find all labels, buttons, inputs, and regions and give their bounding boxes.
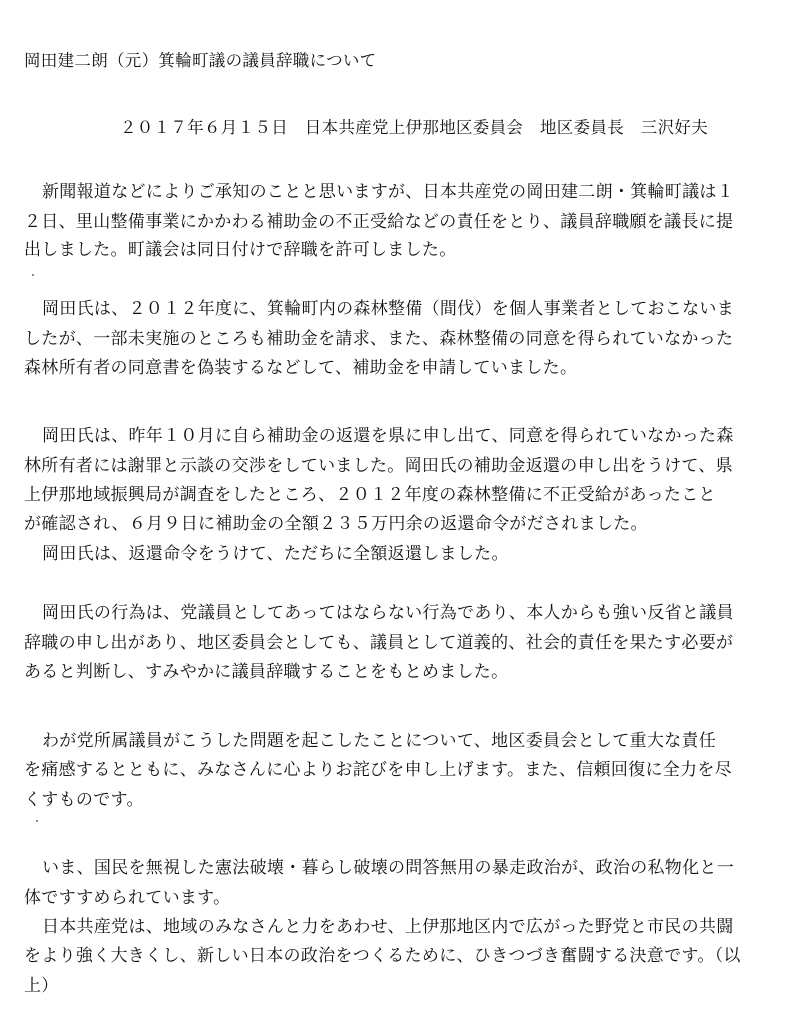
text-line: 林所有者には謝罪と示談の交渉をしていました。岡田氏の補助金返還の申し出をうけて、県 (24, 456, 733, 476)
text-line: を痛感するとともに、みなさんに心よりお詫びを申し上げます。また、信頼回復に全力を尽 (24, 760, 732, 780)
text-line: 森林所有者の同意書を偽装するなどして、補助金を申請していました。 (24, 358, 578, 378)
text-line: 岡田氏は、２０１２年度に、箕輪町内の森林整備（間伐）を個人事業者としておこないま (42, 299, 734, 319)
text-line: をより強く大きくし、新しい日本の政治をつくるために、ひきつづき奮闘する決意です。（以 (24, 946, 741, 966)
text-line: あると判断し、すみやかに議員辞職することをもとめました。 (24, 662, 509, 682)
dateline: ２０１７年６月１５日 日本共産党上伊那地区委員会 地区委員長 三沢好夫 (120, 118, 708, 137)
text-line: 辞職の申し出があり、地区委員会としても、議員として道義的、社会的責任を果たす必要が (24, 633, 734, 653)
text-line: ２日、里山整備事業にかかわる補助金の不正受給などの責任をとり、議員辞職願を議長に提 (24, 212, 734, 232)
text-line: 岡田氏は、返還命令をうけて、ただちに全額返還しました。 (42, 544, 509, 564)
text-line: 岡田氏は、昨年１０月に自ら補助金の返還を県に申し出て、同意を得られていなかった森 (42, 426, 734, 446)
text-line: 日本共産党は、地域のみなさんと力をあわせ、上伊那地区内で広がった野党と市民の共闘 (42, 917, 734, 937)
text-line: 体ですすめられています。 (24, 888, 231, 908)
text-line: 上伊那地域振興局が調査をしたところ、２０１２年度の森林整備に不正受給があったこと (24, 485, 716, 505)
text-line: が確認され、６月９日に補助金の全額２３５万円余の返還命令がだされました。 (24, 514, 648, 534)
text-line: したが、一部未実施のところも補助金を請求、また、森林整備の同意を得られていなかった (24, 329, 734, 349)
text-line: 新聞報道などによりご承知のことと思いますが、日本共産党の岡田建二朗・箕輪町議は１ (42, 182, 734, 202)
scan-speck (32, 274, 34, 276)
text-line: 出しました。町議会は同日付けで辞職を許可しました。 (24, 240, 457, 260)
scan-speck (36, 820, 38, 822)
text-line: わが党所属議員がこうした問題を起こしたことについて、地区委員会として重大な責任 (42, 731, 717, 751)
text-line: くすものです。 (24, 790, 144, 810)
document-title: 岡田建二朗（元）箕輪町議の議員辞職について (24, 51, 377, 70)
text-line: 岡田氏の行為は、党議員としてあってはならない行為であり、本人からも強い反省と議員 (42, 603, 734, 623)
text-line: 上） (24, 976, 59, 996)
text-line: いま、国民を無視した憲法破壊・暮らし破壊の問答無用の暴走政治が、政治の私物化と一 (42, 858, 734, 878)
